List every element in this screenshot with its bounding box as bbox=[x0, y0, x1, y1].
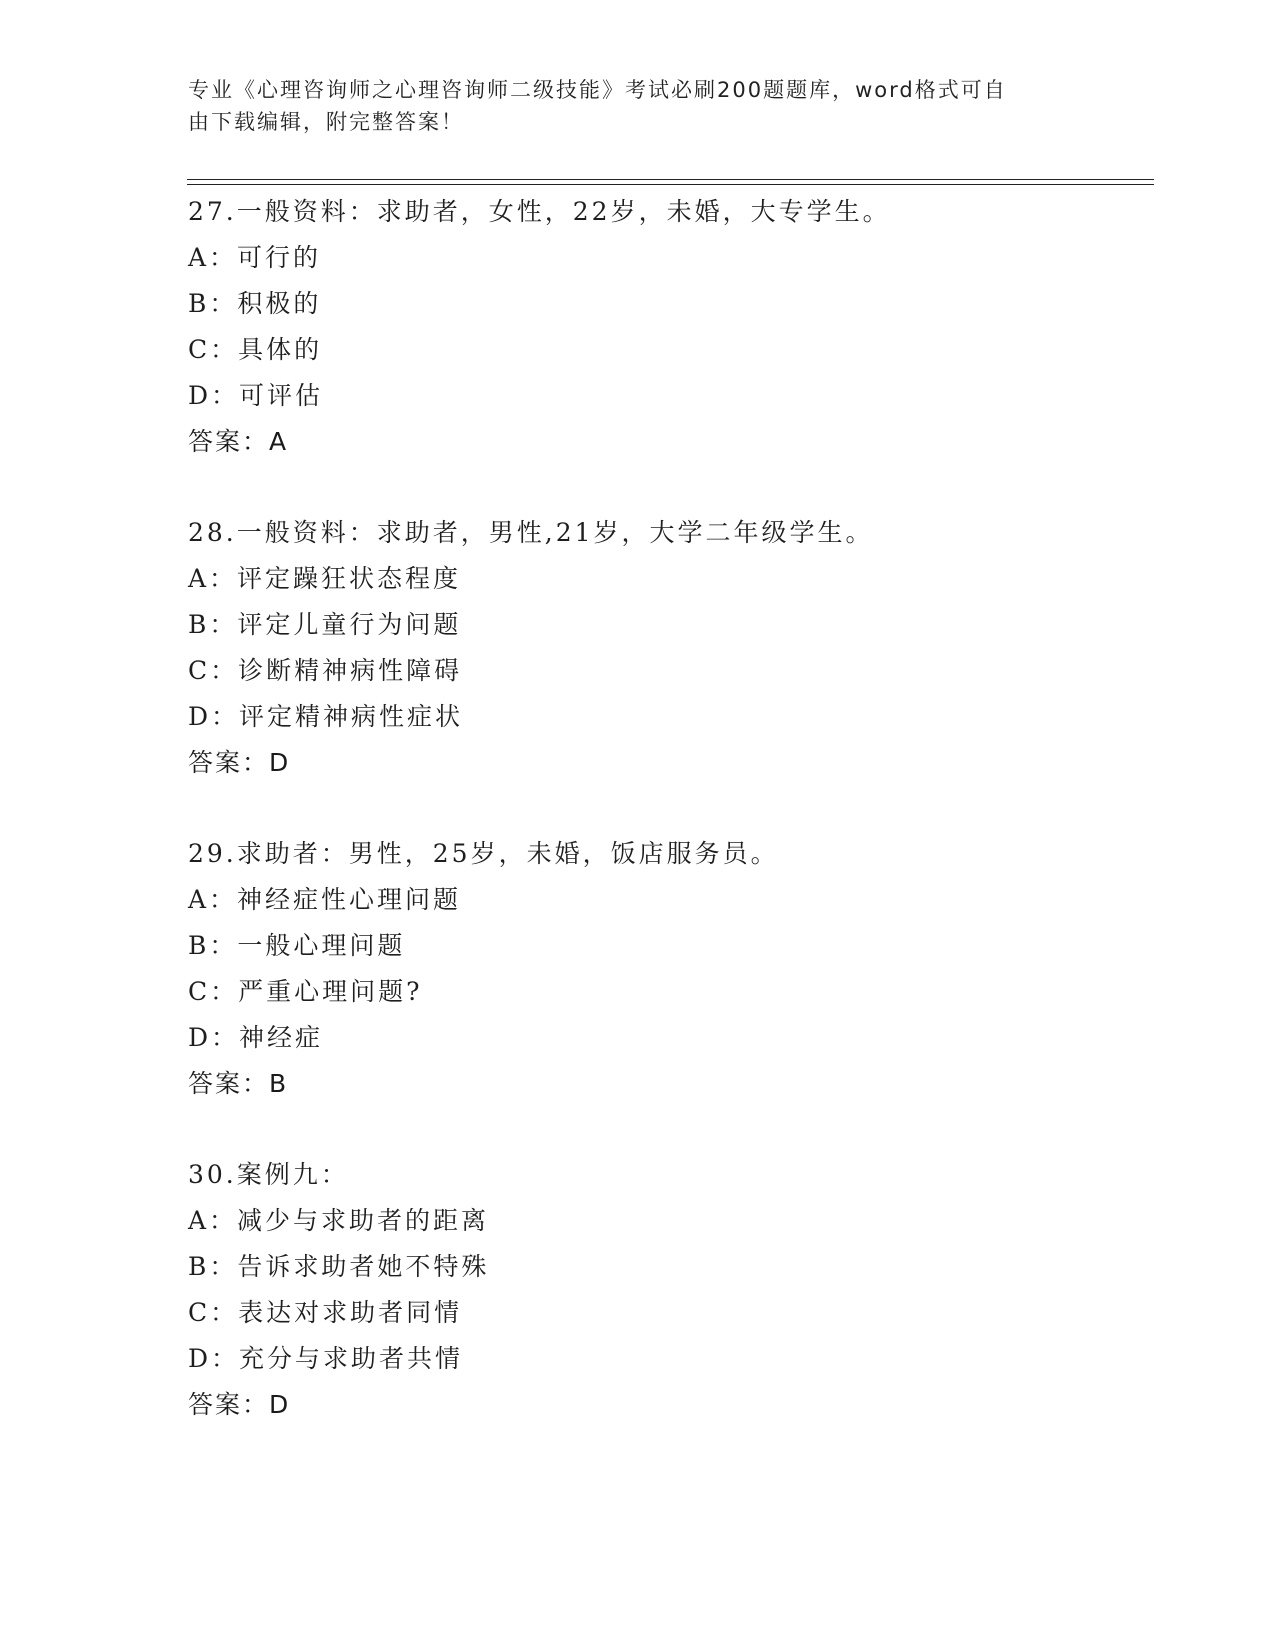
option-b: B：积极的 bbox=[188, 289, 322, 318]
question-stem: 27.一般资料：求助者，女性，22岁，未婚，大专学生。 bbox=[188, 197, 891, 226]
document-header bbox=[188, 74, 1068, 138]
question-stem: 29.求助者：男性，25岁，未婚，饭店服务员。 bbox=[188, 839, 779, 868]
question-stem: 30.案例九： bbox=[188, 1160, 349, 1189]
option-d: D：评定精神病性症状 bbox=[188, 702, 464, 731]
question-stem: 28.一般资料：求助者，男性,21岁，大学二年级学生。 bbox=[188, 518, 874, 547]
option-b: B：评定儿童行为问题 bbox=[188, 610, 462, 639]
answer-line: 答案：D bbox=[188, 748, 291, 777]
header-line-2: 由下载编辑，附完整答案！ bbox=[188, 110, 464, 134]
question-29 bbox=[188, 831, 1148, 1107]
question-30 bbox=[188, 1152, 1148, 1428]
answer-line: 答案：D bbox=[188, 1390, 291, 1419]
option-c: C：严重心理问题? bbox=[188, 977, 423, 1006]
option-a: A：减少与求助者的距离 bbox=[188, 1206, 490, 1235]
option-c: C：具体的 bbox=[188, 335, 323, 364]
option-d: D：可评估 bbox=[188, 381, 324, 410]
option-c: C：诊断精神病性障碍 bbox=[188, 656, 463, 685]
header-line-1: 专业《心理咨询师之心理咨询师二级技能》考试必刷200题题库，word格式可自 bbox=[188, 78, 1007, 102]
answer-line: 答案：A bbox=[188, 427, 289, 456]
option-b: B：一般心理问题 bbox=[188, 931, 406, 960]
header-divider-top bbox=[187, 179, 1154, 180]
header-divider-bottom bbox=[187, 184, 1154, 185]
option-d: D：充分与求助者共情 bbox=[188, 1344, 464, 1373]
option-a: A：可行的 bbox=[188, 243, 322, 272]
option-a: A：神经症性心理问题 bbox=[188, 885, 462, 914]
answer-line: 答案：B bbox=[188, 1069, 289, 1098]
option-a: A：评定躁狂状态程度 bbox=[188, 564, 462, 593]
question-27 bbox=[188, 189, 1148, 465]
option-d: D：神经症 bbox=[188, 1023, 324, 1052]
option-c: C：表达对求助者同情 bbox=[188, 1298, 463, 1327]
question-28 bbox=[188, 510, 1148, 786]
option-b: B：告诉求助者她不特殊 bbox=[188, 1252, 490, 1281]
